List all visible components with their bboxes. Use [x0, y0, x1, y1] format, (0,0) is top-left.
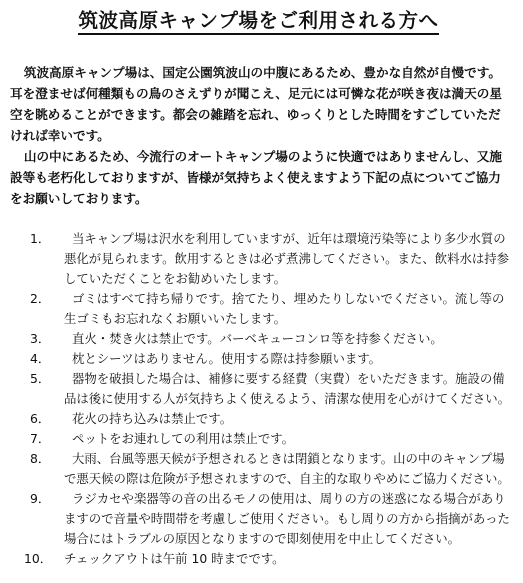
rule-text: 当キャンプ場は沢水を利用していますが、近年は環境汚染等により多少水質の悪化が見られます。飲用するときは必ず煮沸してください。また、飲料水は持参していただくことをお勧めいたします。	[64, 231, 510, 286]
rule-number: 10．	[24, 551, 53, 566]
rule-number: 3．	[30, 331, 51, 346]
rule-item	[10, 349, 513, 369]
rule-item	[10, 449, 513, 489]
rule-number: 4．	[30, 351, 51, 366]
rule-number: 6．	[30, 411, 51, 426]
page-title-text: 筑波高原キャンプ場をご利用される方へ	[78, 9, 438, 35]
rule-item	[10, 409, 513, 429]
rule-item	[10, 289, 513, 329]
rule-text: 枕とシーツはありません。使用する際は持参願います。	[72, 351, 382, 366]
intro-paragraph-2: 山の中にあるため、今流行のオートキャンプ場のように快適ではありませんし、又施設等も老朽化しておりますが、皆様が気持ちよく使えますよう下記の点についてご協力をお願いしております。	[10, 149, 502, 206]
rule-number: 7．	[30, 431, 51, 446]
rule-text: 器物を破損した場合は、補修に要する経費（実費）をいただきます。施設の備品は後に使用する人が気持ちよく使えるよう、清潔な使用を心がけてください。	[64, 371, 511, 406]
rule-number: 9．	[30, 491, 51, 506]
rule-number: 1．	[30, 231, 51, 246]
rules-list	[10, 229, 513, 569]
rule-text: ペットをお連れしての利用は禁止です。	[72, 431, 295, 446]
rule-text: 花火の持ち込みは禁止です。	[72, 411, 233, 426]
intro-section	[10, 62, 513, 209]
rule-item	[10, 429, 513, 449]
intro-paragraph-1: 筑波高原キャンプ場は、国定公園筑波山の中腹にあるため、豊かな自然が自慢です。耳を澄ませば何種類もの鳥のさえずりが聞こえ、足元には可憐な花が咲き夜は満天の星空を眺めることができます。都会の雑踏を忘れ、ゆっくりとした時間をすごしていただければ幸いです。	[10, 65, 502, 143]
page-title	[4, 8, 513, 34]
rule-text: ラジカセや楽器等の音の出るモノの使用は、周りの方の迷惑になる場合がありますので音量や時間帯を考慮しご使用ください。もし周りの方から指摘があった場合にはトラブルの原因となりますので即刻使用を中止してください。	[64, 491, 510, 546]
rule-text: チェックアウトは午前 10 時までです。	[64, 551, 285, 566]
rule-text: 大雨、台風等悪天候が予想されるときは閉鎖となります。山の中のキャンプ場で悪天候の際は危険が予想されますので、自主的な取りやめにご協力ください。	[64, 451, 510, 486]
rule-item	[10, 329, 513, 349]
rule-item	[10, 229, 513, 289]
rule-item	[10, 549, 513, 569]
rule-number: 8．	[30, 451, 51, 466]
rule-number: 5．	[30, 371, 51, 386]
rule-item	[10, 489, 513, 549]
rule-number: 2．	[30, 291, 51, 306]
rule-text: 直火・焚き火は禁止です。バーベキューコンロ等を持参ください。	[72, 331, 443, 346]
rule-item	[10, 369, 513, 409]
rule-text: ゴミはすべて持ち帰りです。捨てたり、埋めたりしないでください。流し等の生ゴミもお忘れなくお願いいたします。	[64, 291, 505, 326]
